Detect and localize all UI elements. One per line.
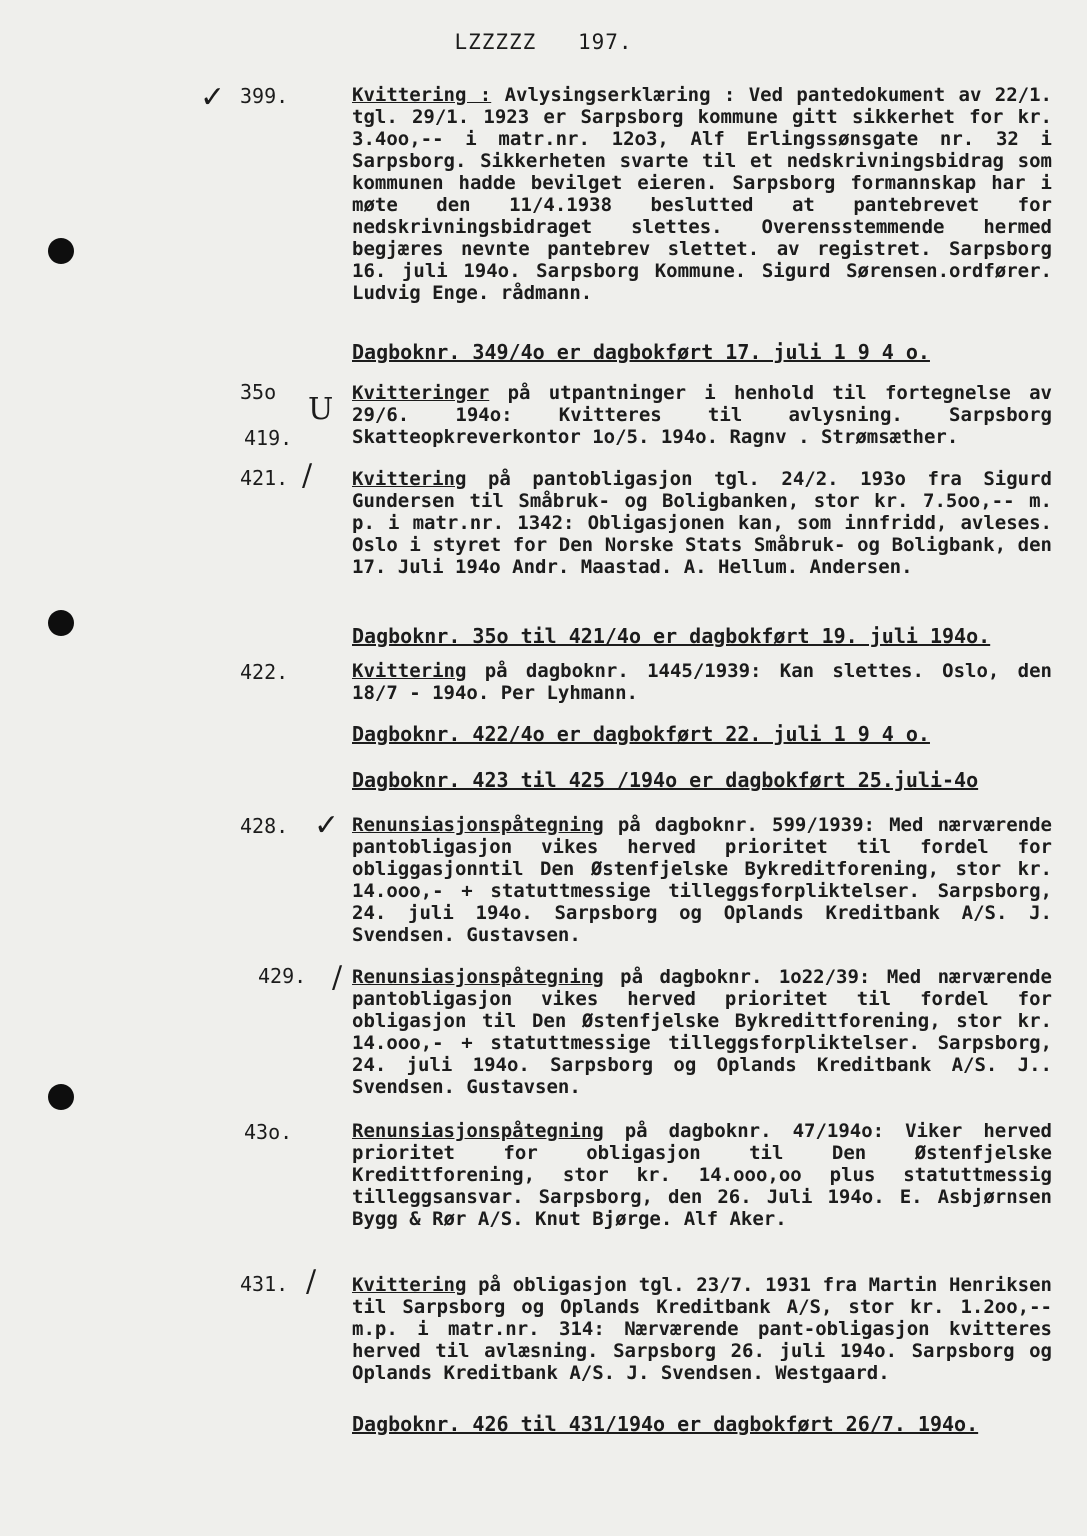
entry-body [352, 84, 1052, 314]
dagbok-line: Dagboknr. 349/4o er dagbokført 17. juli 1 9 4 o. [352, 340, 930, 364]
entry-number: 399. [240, 84, 289, 108]
entry-title: Kvittering [352, 660, 467, 682]
entry-number: 421. [240, 466, 289, 490]
entry-title: Kvittering [352, 468, 467, 490]
entry-number: 422. [240, 660, 289, 684]
page-number: 197. [577, 30, 633, 54]
entry-text: på utpantninger i henhold til fortegnelse av 29/6. 194o: Kvitteres til avlysning. Sarpsborg Skatteopkreverkontor 1o/5. 194o. Ragnv . Strømsæther. [352, 382, 1052, 448]
punch-hole [48, 610, 74, 636]
entry-title: Kvittering : [352, 84, 492, 106]
punch-hole [48, 1084, 74, 1110]
slash-mark-icon: / [332, 960, 343, 995]
entry-number-end: 419. [244, 426, 293, 450]
entry-body [352, 382, 1052, 452]
entry-text: Avlysingserklæring : Ved pantedokument av 22/1. tgl. 29/1. 1923 er Sarpsborg kommune gitt sikkerhet for kr. 3.4oo,-- i matr.nr. 12o3, Alf Erlingssønsgate nr. 32 i Sarpsborg. Sikkerheten svarte til et nedskrivningsbidrag som kommunen hadde bevilget eieren. Sarpsborg formannskap har i møte den 11/4.1938 beslutted at pantebrevet for nedskrivningsbidraget slettes. Overensstemmende hermed begjæres nevnte pantebrev slettet. av registret. Sarpsborg 16. juli 194o. Sarpsborg Kommune. Sigurd Sørensen.ordfører. Ludvig Enge. rådmann. [352, 84, 1052, 304]
entry-text: på obligasjon tgl. 23/7. 1931 fra Martin Henriksen til Sarpsborg og Oplands Kreditbank A/S, stor kr. 1.2oo,-- m.p. i matr.nr. 314: Nærværende pant-obligasjon kvitteres herved til avlæsning. Sarpsborg 26. juli 194o. Sarpsborg og Oplands Kreditbank A/S. J. Svendsen. Westgaard. [352, 1274, 1052, 1384]
dagbok-line: Dagboknr. 35o til 421/4o er dagbokført 19. juli 194o. [352, 624, 991, 648]
entry-text: på dagboknr. 1o22/39: Med nærværende pantobligasjon vikes herved prioritet til fordel for obligasjon til Den Østenfjelske Bykredittforening, stor kr. 14.ooo,- + statuttmessige tilleggsforpliktelser. Sarpsborg, 24. juli 194o. Sarpsborg og Oplands Kreditbank A/S. J.. Svendsen. Gustavsen. [352, 966, 1052, 1098]
dagbok-line: Dagboknr. 426 til 431/194o er dagbokført 26/7. 194o. [352, 1412, 979, 1436]
entry-body [352, 660, 1052, 706]
entry-text: på dagboknr. 1445/1939: Kan slettes. Oslo, den 18/7 - 194o. Per Lyhmann. [352, 660, 1052, 704]
entry-body [352, 468, 1052, 608]
header-stamp: LZZZZZ [454, 30, 537, 54]
entry-title: Kvittering [352, 1274, 467, 1296]
entry-title: Renunsiasjonspåtegning [352, 966, 604, 988]
entry-body [352, 1120, 1052, 1260]
check-mark-icon: ✓ [314, 808, 340, 843]
entry-title: Renunsiasjonspåtegning [352, 1120, 604, 1142]
entry-number: 431. [240, 1272, 289, 1296]
page-header [0, 30, 1087, 54]
entry-number: 43o. [244, 1120, 293, 1144]
entry-title: Renunsiasjonspåtegning [352, 814, 604, 836]
dagbok-line: Dagboknr. 423 til 425 /194o er dagbokført 25.juli-4o [352, 768, 979, 792]
entry-title: Kvitteringer [352, 382, 490, 404]
entry-body [352, 966, 1052, 1106]
u-mark-icon: U [308, 392, 334, 427]
dagbok-line: Dagboknr. 422/4o er dagbokført 22. juli 1 9 4 o. [352, 722, 930, 746]
check-mark-icon: ✓ [200, 80, 226, 115]
entry-text: på dagboknr. 47/194o: Viker herved prioritet for obligasjon til Den Østenfjelske Kredittforening, stor kr. 14.ooo,oo plus statuttmessig tilleggsansvar. Sarpsborg, den 26. Juli 194o. E. Asbjørnsen Bygg & Rør A/S. Knut Bjørge. Alf Aker. [352, 1120, 1052, 1230]
entry-text: på pantobligasjon tgl. 24/2. 193o fra Sigurd Gundersen til Småbruk- og Boligbanken, stor kr. 7.5oo,-- m. p. i matr.nr. 1342: Obligasjonen kan, som innfridd, avleses. Oslo i styret for Den Norske Stats Småbruk- og Boligbank, den 17. Juli 194o Andr. Maastad. A. Hellum. Andersen. [352, 468, 1052, 578]
entry-text: på dagboknr. 599/1939: Med nærværende pantobligasjon vikes herved prioritet til fordel for obliggasjonntil Den Østenfjelske Bykreditforening, stor kr. 14.ooo,- + statuttmessige tilleggsforpliktelser. Sarpsborg, 24. juli 194o. Sarpsborg og Oplands Kreditbank A/S. J. Svendsen. Gustavsen. [352, 814, 1052, 946]
entry-number: 35o [240, 380, 277, 404]
slash-mark-icon: / [306, 1264, 317, 1299]
slash-mark-icon: / [302, 458, 313, 493]
entry-number: 428. [240, 814, 289, 838]
entry-body [352, 814, 1052, 954]
entry-number: 429. [258, 964, 307, 988]
entry-body [352, 1274, 1052, 1394]
punch-hole [48, 238, 74, 264]
